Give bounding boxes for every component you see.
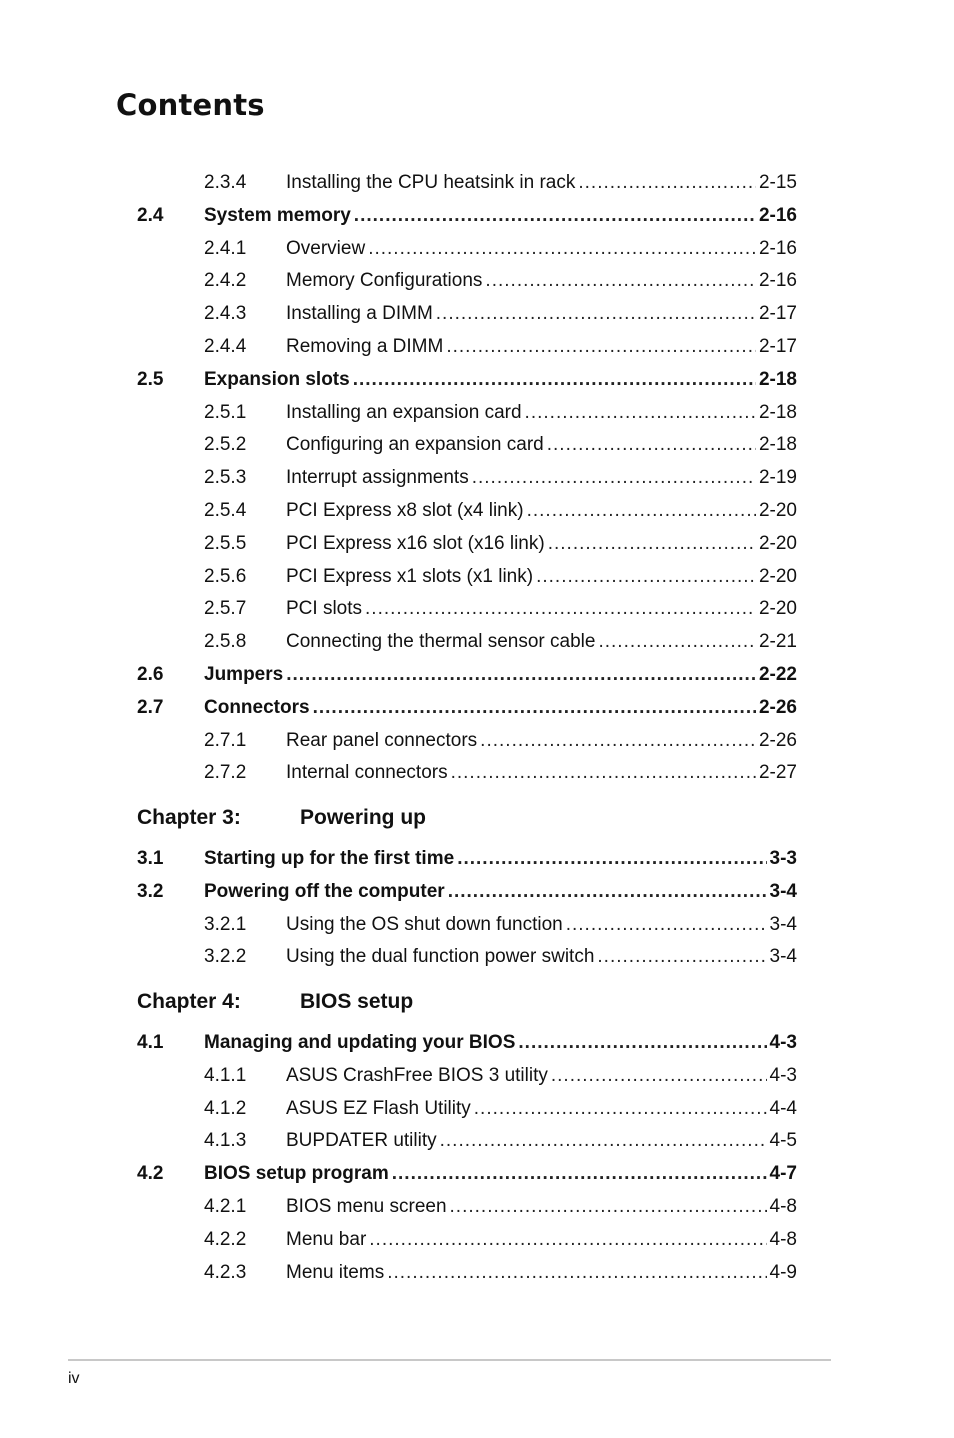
toc-entry-number: 2.4.2 (204, 270, 247, 292)
toc-entry[interactable] (137, 696, 797, 720)
toc-entry-page: 4-8 (769, 1228, 797, 1250)
toc-entry-number: 2.4.3 (204, 303, 247, 325)
dot-leader (536, 565, 756, 589)
dot-leader (547, 433, 756, 457)
toc-entry-page: 2-26 (758, 696, 797, 718)
toc-entry-page: 2-26 (758, 729, 797, 751)
toc-entry-page: 3-3 (769, 848, 797, 869)
dot-leader (446, 335, 756, 359)
toc-entry-page: 4-5 (769, 1130, 797, 1152)
toc-entry-number: 4.1.1 (204, 1064, 247, 1086)
toc-entry-title: BIOS menu screen (286, 1196, 447, 1217)
footer-divider (68, 1359, 831, 1361)
toc-entry[interactable] (137, 1097, 797, 1121)
toc-entry[interactable] (137, 171, 797, 195)
dot-leader (368, 237, 756, 261)
toc-entry-number: 3.2 (137, 880, 164, 902)
toc-entry-number: 4.1.3 (204, 1130, 247, 1152)
toc-entry[interactable] (137, 401, 797, 425)
dot-leader (598, 630, 756, 654)
toc-entry-title: Installing an expansion card (286, 401, 522, 423)
dot-leader (354, 204, 756, 228)
toc-entry-title: Memory Configurations (286, 270, 483, 292)
toc-entry-title: PCI Express x1 slots (x1 link) (286, 565, 534, 587)
toc-entry-title: Expansion slots (204, 368, 350, 390)
dot-leader (436, 302, 756, 326)
dot-leader (353, 368, 756, 392)
toc-entry-number: 4.2.3 (204, 1261, 247, 1283)
dot-leader (548, 532, 756, 556)
toc-entry-page: 2-17 (758, 336, 797, 357)
toc-entry[interactable] (137, 945, 797, 969)
toc-entry[interactable] (137, 630, 797, 654)
toc-entry[interactable] (137, 1195, 797, 1219)
toc-entry[interactable] (137, 913, 797, 937)
toc-entry-page: 4-8 (769, 1196, 797, 1217)
toc-entry-number: 2.4.1 (204, 237, 247, 259)
toc-entry-number: 2.5.5 (204, 532, 247, 554)
toc-entry-number: 4.1.2 (204, 1097, 247, 1119)
toc-entry-title: Using the dual function power switch (286, 946, 595, 968)
chapter-label: Chapter 4: (137, 990, 241, 1014)
dot-leader (474, 1097, 767, 1121)
toc-entry[interactable] (137, 368, 797, 392)
footer-page-number: iv (68, 1370, 80, 1387)
toc-entry-title: Using the OS shut down function (286, 913, 563, 935)
toc-entry-title: Connectors (204, 696, 310, 718)
toc-entry[interactable] (137, 466, 797, 490)
toc-entry-title: Internal connectors (286, 762, 448, 784)
toc-entry[interactable] (137, 433, 797, 457)
toc-entry-title: Rear panel connectors (286, 729, 478, 751)
dot-leader (313, 696, 756, 720)
toc-entry-number: 2.5.8 (204, 631, 247, 653)
toc-entry[interactable] (137, 1261, 797, 1285)
toc-entry-title: BIOS setup program (204, 1163, 389, 1185)
chapter-title: BIOS setup (300, 990, 414, 1014)
dot-leader (451, 761, 756, 785)
toc-entry-title: PCI slots (286, 598, 363, 620)
toc-entry-title: Installing the CPU heatsink in rack (286, 172, 576, 193)
toc-entry-title: Installing a DIMM (286, 303, 433, 325)
toc-entry[interactable] (137, 1162, 797, 1186)
toc-entry[interactable] (137, 532, 797, 556)
toc-entry-number: 3.2.1 (204, 913, 247, 935)
dot-leader (597, 945, 766, 969)
dot-leader (448, 880, 767, 904)
dot-leader (369, 1228, 766, 1252)
dot-leader (578, 171, 756, 195)
toc-entry-number: 2.5.7 (204, 598, 247, 620)
toc-entry-page: 4-7 (769, 1163, 797, 1185)
toc-entry-number: 2.5.2 (204, 434, 247, 456)
dot-leader (566, 913, 767, 937)
toc-entry-page: 2-15 (758, 172, 797, 193)
toc-entry-number: 2.5.6 (204, 565, 247, 587)
toc-entry[interactable] (137, 1129, 797, 1153)
toc-entry-page: 2-16 (758, 204, 797, 226)
toc-entry[interactable] (137, 499, 797, 523)
toc-entry[interactable] (137, 597, 797, 621)
toc-entry[interactable] (137, 204, 797, 228)
toc-entry-number: 2.7.1 (204, 729, 247, 751)
toc-entry-page: 2-21 (758, 631, 797, 653)
dot-leader (527, 499, 756, 523)
toc-entry-number: 3.1 (137, 848, 164, 869)
chapter-label: Chapter 3: (137, 806, 241, 830)
toc-entry[interactable] (137, 565, 797, 589)
toc-entry-title: Menu bar (286, 1228, 367, 1250)
toc-entry-page: 3-4 (769, 913, 797, 935)
dot-leader (472, 466, 756, 490)
toc-entry-title: Configuring an expansion card (286, 434, 544, 456)
toc-entry[interactable] (137, 729, 797, 753)
toc-entry-number: 2.7 (137, 696, 164, 718)
toc-entry-title: Connecting the thermal sensor cable (286, 631, 596, 653)
toc-entry-title: Managing and updating your BIOS (204, 1032, 516, 1053)
toc-entry-title: Powering off the computer (204, 880, 445, 902)
toc-entry-page: 2-27 (758, 762, 797, 784)
toc-entry-page: 2-16 (758, 270, 797, 292)
chapter-heading (137, 988, 413, 1016)
toc-entry-title: BUPDATER utility (286, 1130, 437, 1152)
toc-entry[interactable] (137, 237, 797, 261)
dot-leader (525, 401, 756, 425)
toc-entry[interactable] (137, 1228, 797, 1252)
toc-entry-page: 2-20 (758, 500, 797, 521)
toc-entry-number: 2.3.4 (204, 172, 247, 193)
toc-entry[interactable] (137, 1031, 797, 1055)
toc-entry-title: PCI Express x8 slot (x4 link) (286, 500, 524, 521)
dot-leader (480, 729, 756, 753)
toc-entry-number: 4.2 (137, 1163, 164, 1185)
toc-entry-title: Menu items (286, 1261, 385, 1283)
toc-entry-title: Jumpers (204, 664, 284, 685)
toc-entry-page: 2-20 (758, 565, 797, 587)
toc-entry-page: 2-20 (758, 532, 797, 554)
chapter-title: Powering up (300, 806, 426, 830)
toc-entry-number: 2.4 (137, 204, 164, 226)
toc-entry-number: 2.5 (137, 368, 164, 390)
toc-entry-number: 2.4.4 (204, 336, 247, 357)
toc-entry[interactable] (137, 269, 797, 293)
toc-entry-page: 3-4 (769, 880, 797, 902)
toc-entry[interactable] (137, 847, 797, 871)
toc-entry-page: 2-18 (758, 434, 797, 456)
toc-entry-number: 2.6 (137, 664, 164, 685)
toc-entry-title: ASUS EZ Flash Utility (286, 1097, 471, 1119)
toc-entry[interactable] (137, 880, 797, 904)
dot-leader (485, 269, 756, 293)
dot-leader (551, 1064, 767, 1088)
toc-entry-number: 4.1 (137, 1032, 164, 1053)
toc-entry-title: ASUS CrashFree BIOS 3 utility (286, 1064, 548, 1086)
toc-entry-page: 4-3 (769, 1064, 797, 1086)
toc-entry-title: System memory (204, 204, 351, 226)
dot-leader (286, 663, 756, 687)
toc-entry-title: Overview (286, 237, 366, 259)
toc-entry-page: 4-9 (769, 1261, 797, 1283)
toc-entry-number: 2.7.2 (204, 762, 247, 784)
toc-entry[interactable] (137, 761, 797, 785)
toc-entry-number: 2.5.4 (204, 500, 247, 521)
dot-leader (450, 1195, 767, 1219)
dot-leader (392, 1162, 767, 1186)
toc-entry[interactable] (137, 1064, 797, 1088)
toc-entry[interactable] (137, 302, 797, 326)
toc-entry-number: 3.2.2 (204, 946, 247, 968)
toc-entry-number: 4.2.1 (204, 1196, 247, 1217)
toc-entry-page: 3-4 (769, 946, 797, 968)
toc-entry-page: 4-3 (769, 1032, 797, 1053)
toc-entry-number: 2.5.3 (204, 467, 247, 489)
toc-entry[interactable] (137, 663, 797, 687)
dot-leader (387, 1261, 766, 1285)
toc-entry-page: 2-17 (758, 303, 797, 325)
toc-entry-title: Starting up for the first time (204, 848, 455, 869)
chapter-heading (137, 804, 426, 832)
toc-entry-title: Interrupt assignments (286, 467, 469, 489)
toc-entry-page: 2-18 (758, 401, 797, 423)
toc-entry-page: 2-16 (758, 237, 797, 259)
toc-entry-page: 2-18 (758, 368, 797, 390)
dot-leader (365, 597, 756, 621)
toc-entry-title: PCI Express x16 slot (x16 link) (286, 532, 545, 554)
toc-entry-page: 2-22 (758, 664, 797, 685)
toc-entry-number: 2.5.1 (204, 401, 247, 423)
toc-entry[interactable] (137, 335, 797, 359)
toc-entry-page: 2-19 (758, 467, 797, 489)
dot-leader (457, 847, 766, 871)
page-title: Contents (116, 88, 265, 122)
dot-leader (518, 1031, 766, 1055)
toc-entry-page: 4-4 (769, 1097, 797, 1119)
dot-leader (440, 1129, 767, 1153)
toc-entry-page: 2-20 (758, 598, 797, 620)
toc-entry-title: Removing a DIMM (286, 336, 444, 357)
toc-entry-number: 4.2.2 (204, 1228, 247, 1250)
